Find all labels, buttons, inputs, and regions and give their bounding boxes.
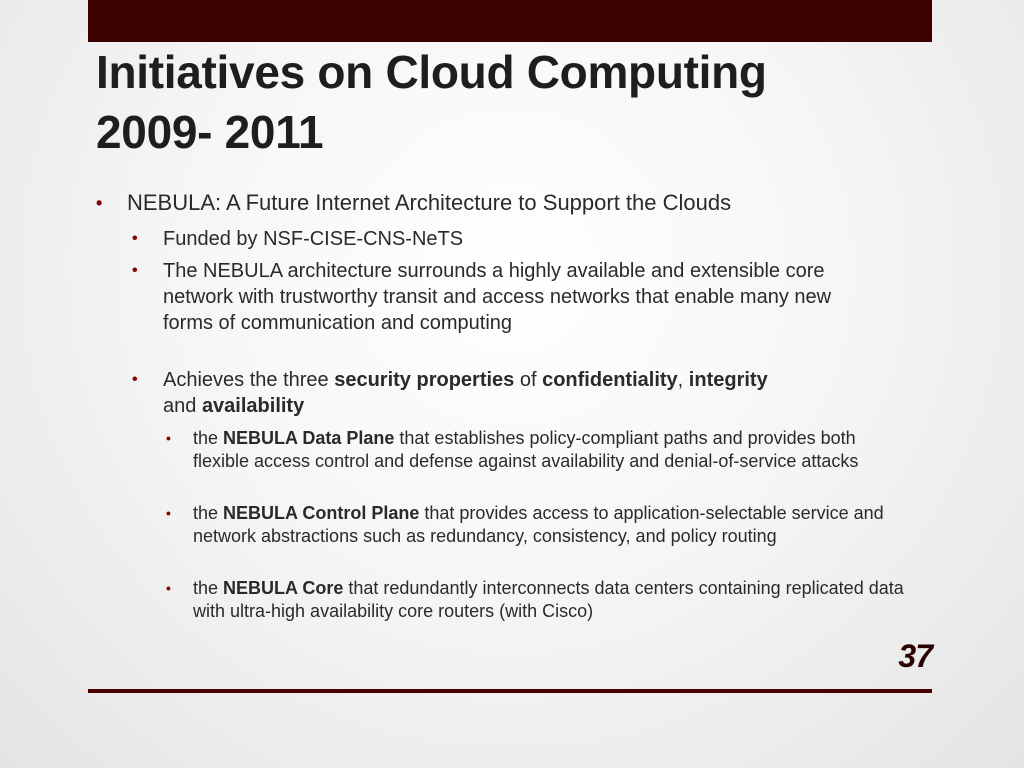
footer-rule	[88, 689, 932, 693]
bullet-dot: •	[132, 262, 138, 279]
bullet-control-plane	[166, 502, 911, 548]
bullet-text: NEBULA: A Future Internet Architecture to Support the Clouds	[127, 190, 732, 215]
bullet-text: the NEBULA Control Plane that provides access to application-selectable service and network abstractions such as redundancy, consistency, and policy routing	[193, 503, 884, 546]
page-number: 37	[898, 638, 932, 674]
bullet-dot: •	[96, 193, 103, 213]
bullet-data-plane	[166, 427, 911, 473]
bullet-architecture	[132, 258, 877, 336]
bullet-text: the NEBULA Core that redundantly interconnects data centers containing replicated data with ultra-high availability core routers (with Cisco)	[193, 578, 904, 621]
bullet-funded	[132, 226, 912, 252]
title-line-2: 2009- 2011	[96, 106, 324, 158]
header-bar	[88, 0, 932, 42]
bullet-security	[132, 367, 932, 419]
bullet-dot: •	[132, 230, 138, 247]
bullet-dot: •	[166, 580, 171, 596]
bullet-dot: •	[166, 505, 171, 521]
bullet-nebula	[96, 190, 916, 216]
page-title	[96, 42, 916, 162]
bullet-text: Achieves the three security properties of confidentiality, integrity and availability	[163, 369, 768, 417]
bullet-text: Funded by NSF-CISE-CNS-NeTS	[163, 228, 464, 250]
bullet-text: The NEBULA architecture surrounds a highly available and extensible core network with trustworthy transit and access networks that enable many new forms of communication and computing	[163, 260, 832, 334]
title-line-1: Initiatives on Cloud Computing	[96, 46, 767, 98]
bullet-core	[166, 577, 926, 623]
bullet-dot: •	[132, 371, 138, 388]
bullet-text: the NEBULA Data Plane that establishes policy-compliant paths and provides both flexible access control and defense against availability and denial-of-service attacks	[193, 428, 859, 471]
bullet-dot: •	[166, 430, 171, 446]
